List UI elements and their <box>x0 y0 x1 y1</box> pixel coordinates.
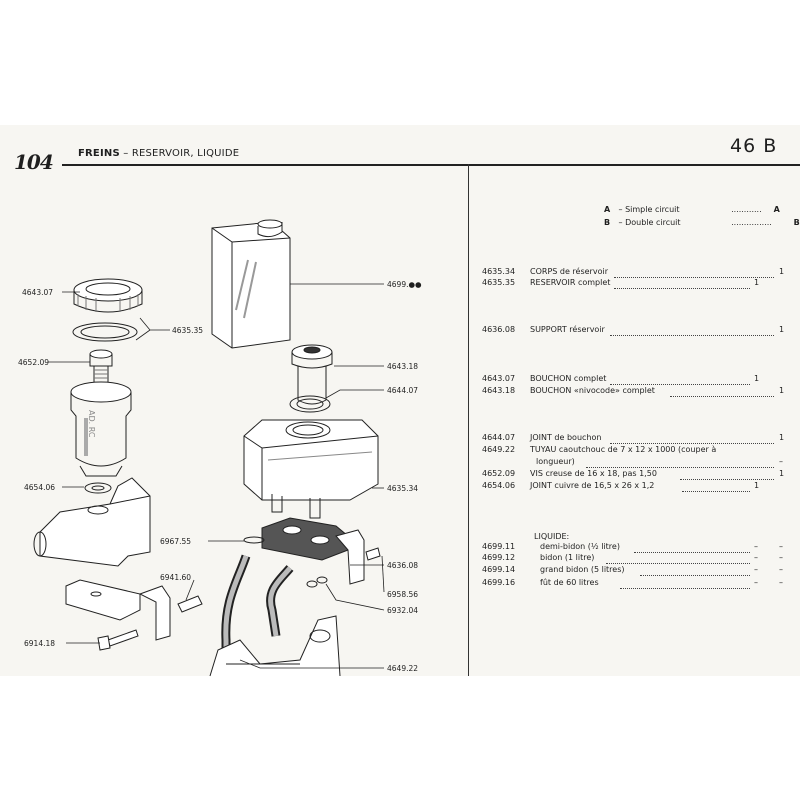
callout-6914-18: 6914.18 <box>24 639 56 648</box>
legend-code: B <box>793 218 800 227</box>
nivocode-cap-drawing <box>292 345 332 404</box>
section-subtitle: RESERVOIR, LIQUIDE <box>131 148 240 159</box>
qty-double: 1 <box>779 386 785 395</box>
reservoir-body-drawing <box>71 382 131 476</box>
dot-leader <box>634 542 750 553</box>
page-number: 46 B <box>730 135 778 157</box>
part-ref: 4644.07 <box>482 433 516 442</box>
qty-double: – <box>779 553 783 562</box>
qty-double: 1 <box>779 469 785 478</box>
nut-washer-drawing <box>307 577 327 587</box>
fluid-can-drawing <box>212 220 290 348</box>
part-desc: JOINT cuivre de 16,5 x 26 x 1,2 <box>530 481 655 490</box>
legend-label: – Double circuit <box>618 218 681 227</box>
gasket-drawing <box>73 323 137 341</box>
dot-leader <box>640 565 750 576</box>
dot-leader <box>670 386 774 397</box>
legend-row-a <box>604 205 780 214</box>
callout-4643-07: 4643.07 <box>22 288 54 297</box>
banjo-screw-drawing <box>90 350 112 384</box>
qty-double: – <box>779 542 783 551</box>
legend-code: A <box>773 205 780 214</box>
qty-double: – <box>779 457 783 466</box>
qty-simple: – <box>754 565 758 574</box>
dot-leader <box>610 374 750 385</box>
callout-4636-08: 4636.08 <box>387 561 419 570</box>
part-desc: BOUCHON complet <box>530 374 607 383</box>
part-desc: BOUCHON «nivocode» complet <box>530 386 655 395</box>
legend-dots: ............ <box>731 205 762 214</box>
part-ref: 4643.07 <box>482 374 516 383</box>
part-desc: demi-bidon (½ litre) <box>540 542 620 551</box>
part-desc: longueur) <box>536 457 575 466</box>
part-desc: SUPPORT réservoir <box>530 325 605 334</box>
part-ref: 4649.22 <box>482 445 516 454</box>
legend-dots: ................ <box>731 218 772 227</box>
parts-row <box>474 457 792 469</box>
callout-4652-09: 4652.09 <box>18 358 50 367</box>
part-ref: 4699.14 <box>482 565 516 574</box>
section-name: FREINS <box>78 148 120 159</box>
qty-simple: – <box>754 542 758 551</box>
legend-letter: B <box>604 218 611 227</box>
qty-double: 1 <box>779 325 785 334</box>
liquide-heading: LIQUIDE: <box>534 532 570 541</box>
callout-6967-55: 6967.55 <box>160 537 192 546</box>
legend-label: – Simple circuit <box>618 205 680 214</box>
part-desc: VIS creuse de 16 x 18, pas 1,50 <box>530 469 657 478</box>
callout-4635-34: 4635.34 <box>387 484 419 493</box>
legend-row-b <box>604 218 800 227</box>
qty-simple: – <box>754 578 758 587</box>
model-number: 104 <box>14 150 53 174</box>
part-ref: 4699.16 <box>482 578 516 587</box>
dot-leader <box>610 325 774 336</box>
callout-6958-56: 6958.56 <box>387 590 419 599</box>
qty-double: – <box>779 578 783 587</box>
qty-simple: – <box>754 553 758 562</box>
part-ref: 4636.08 <box>482 325 516 334</box>
dot-leader <box>614 267 774 278</box>
dot-leader <box>586 457 774 468</box>
liquide-row <box>474 565 792 577</box>
qty-simple: 1 <box>754 278 760 287</box>
reservoir-tank-drawing <box>244 420 378 518</box>
part-desc: TUYAU caoutchouc de 7 x 12 x 1000 (couper à <box>530 445 717 454</box>
part-ref: 4643.18 <box>482 386 516 395</box>
cap-drawing <box>74 279 142 312</box>
callout-4699: 4699.●● <box>387 280 422 289</box>
callout-4654-06: 4654.06 <box>24 483 56 492</box>
callout-4644-07: 4644.07 <box>387 386 419 395</box>
dot-leader <box>614 278 750 289</box>
part-desc: CORPS de réservoir <box>530 267 608 276</box>
bracket-drawing <box>66 580 170 640</box>
support-plate-drawing <box>262 518 364 584</box>
part-ref: 4635.34 <box>482 267 516 276</box>
part-desc: JOINT de bouchon <box>530 433 602 442</box>
parts-row <box>474 469 792 481</box>
part-ref: 4652.09 <box>482 469 516 478</box>
dot-leader <box>610 433 774 444</box>
part-desc: bidon (1 litre) <box>540 553 595 562</box>
parts-row <box>474 278 792 290</box>
title-separator: – <box>123 148 129 159</box>
qty-double: – <box>779 565 783 574</box>
part-ref: 4654.06 <box>482 481 516 490</box>
parts-row <box>474 386 792 398</box>
liquide-row <box>474 553 792 565</box>
part-desc: RESERVOIR complet <box>530 278 611 287</box>
qty-simple: 1 <box>754 374 760 383</box>
parts-row <box>474 433 792 445</box>
parts-row <box>474 445 792 457</box>
parts-row <box>474 481 792 493</box>
callout-4649-22: 4649.22 <box>387 664 419 673</box>
dot-leader <box>682 481 750 492</box>
callout-6932-04: 6932.04 <box>387 606 419 615</box>
dot-leader <box>606 553 750 564</box>
callout-4643-18: 4643.18 <box>387 362 419 371</box>
callout-4635-35: 4635.35 <box>172 326 204 335</box>
callout-6941-60: 6941.60 <box>160 573 192 582</box>
legend-letter: A <box>604 205 611 214</box>
qty-double: 1 <box>779 433 785 442</box>
parts-row <box>474 325 792 337</box>
qty-simple: 1 <box>754 481 760 490</box>
part-ref: 4635.35 <box>482 278 516 287</box>
dot-leader <box>680 469 774 480</box>
part-desc: grand bidon (5 litres) <box>540 565 625 574</box>
part-ref: 4699.12 <box>482 553 516 562</box>
liquide-row <box>474 578 792 590</box>
ink-stamp: AD. RC <box>87 410 96 438</box>
qty-double: 1 <box>779 267 785 276</box>
copper-washer-drawing <box>85 483 111 493</box>
dot-leader <box>620 578 750 589</box>
part-desc: fût de 60 litres <box>540 578 599 587</box>
part-ref: 4699.11 <box>482 542 516 551</box>
hose-clip-drawing <box>244 537 264 543</box>
parts-row <box>474 374 792 386</box>
small-screw-drawing <box>366 548 380 560</box>
